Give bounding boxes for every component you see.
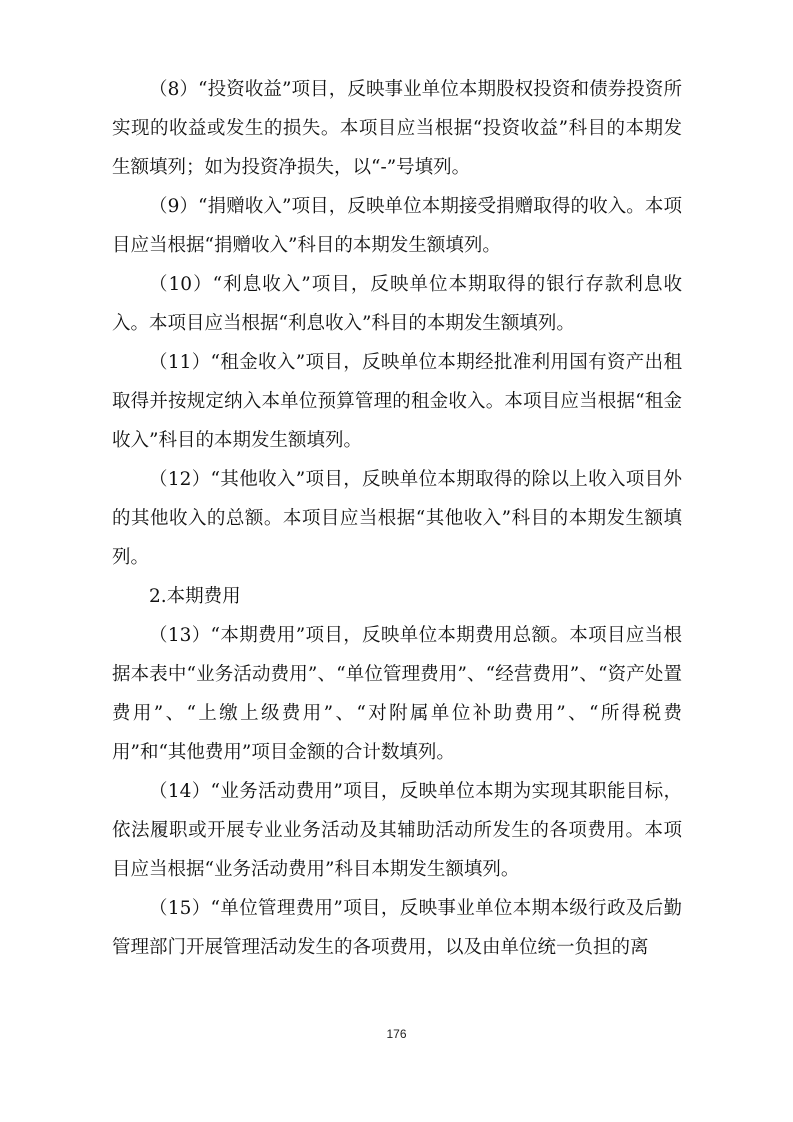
paragraph-other-income: （12）“其他收入”项目，反映单位本期取得的除以上收入项目外的其他收入的总额。本项目应当根据“其他收入”科目的本期发生额填列。	[112, 469, 682, 568]
paragraph-business-activity-expenses: （14）“业务活动费用”项目，反映单位本期为实现其职能目标，依法履职或开展专业业务活动及其辅助活动所发生的各项费用。本项目应当根据“业务活动费用”科目本期发生额填列。	[112, 781, 682, 880]
page-number: 176	[386, 1027, 407, 1041]
paragraph-donation-income: （9）“捐赠收入”项目，反映单位本期接受捐赠取得的收入。本项目应当根据“捐赠收入”科目的本期发生额填列。	[112, 196, 682, 256]
paragraph-current-expenses: （13）“本期费用”项目，反映单位本期费用总额。本项目应当根据本表中“业务活动费用”、“单位管理费用”、“经营费用”、“资产处置费用”、“上缴上级费用”、“对附属单位补助费用”、“所得税费用”和“其他费用”项目金额的合计数填列。	[112, 625, 682, 763]
paragraph-unit-management-expenses: （15）“单位管理费用”项目，反映事业单位本期本级行政及后勤管理部门开展管理活动发生的各项费用，以及由单位统一负担的离	[112, 898, 682, 958]
document-body	[112, 70, 682, 967]
paragraph-interest-income: （10）“利息收入”项目，反映单位本期取得的银行存款利息收入。本项目应当根据“利息收入”科目的本期发生额填列。	[112, 274, 682, 334]
paragraph-rental-income: （11）“租金收入”项目，反映单位本期经批准利用国有资产出租取得并按规定纳入本单位预算管理的租金收入。本项目应当根据“租金收入”科目的本期发生额填列。	[112, 352, 682, 451]
paragraph-investment-income: （8）“投资收益”项目，反映事业单位本期股权投资和债券投资所实现的收益或发生的损失。本项目应当根据“投资收益”科目的本期发生额填列；如为投资净损失，以“-”号填列。	[112, 79, 682, 178]
section-heading-current-expenses: 2.本期费用	[149, 586, 241, 607]
